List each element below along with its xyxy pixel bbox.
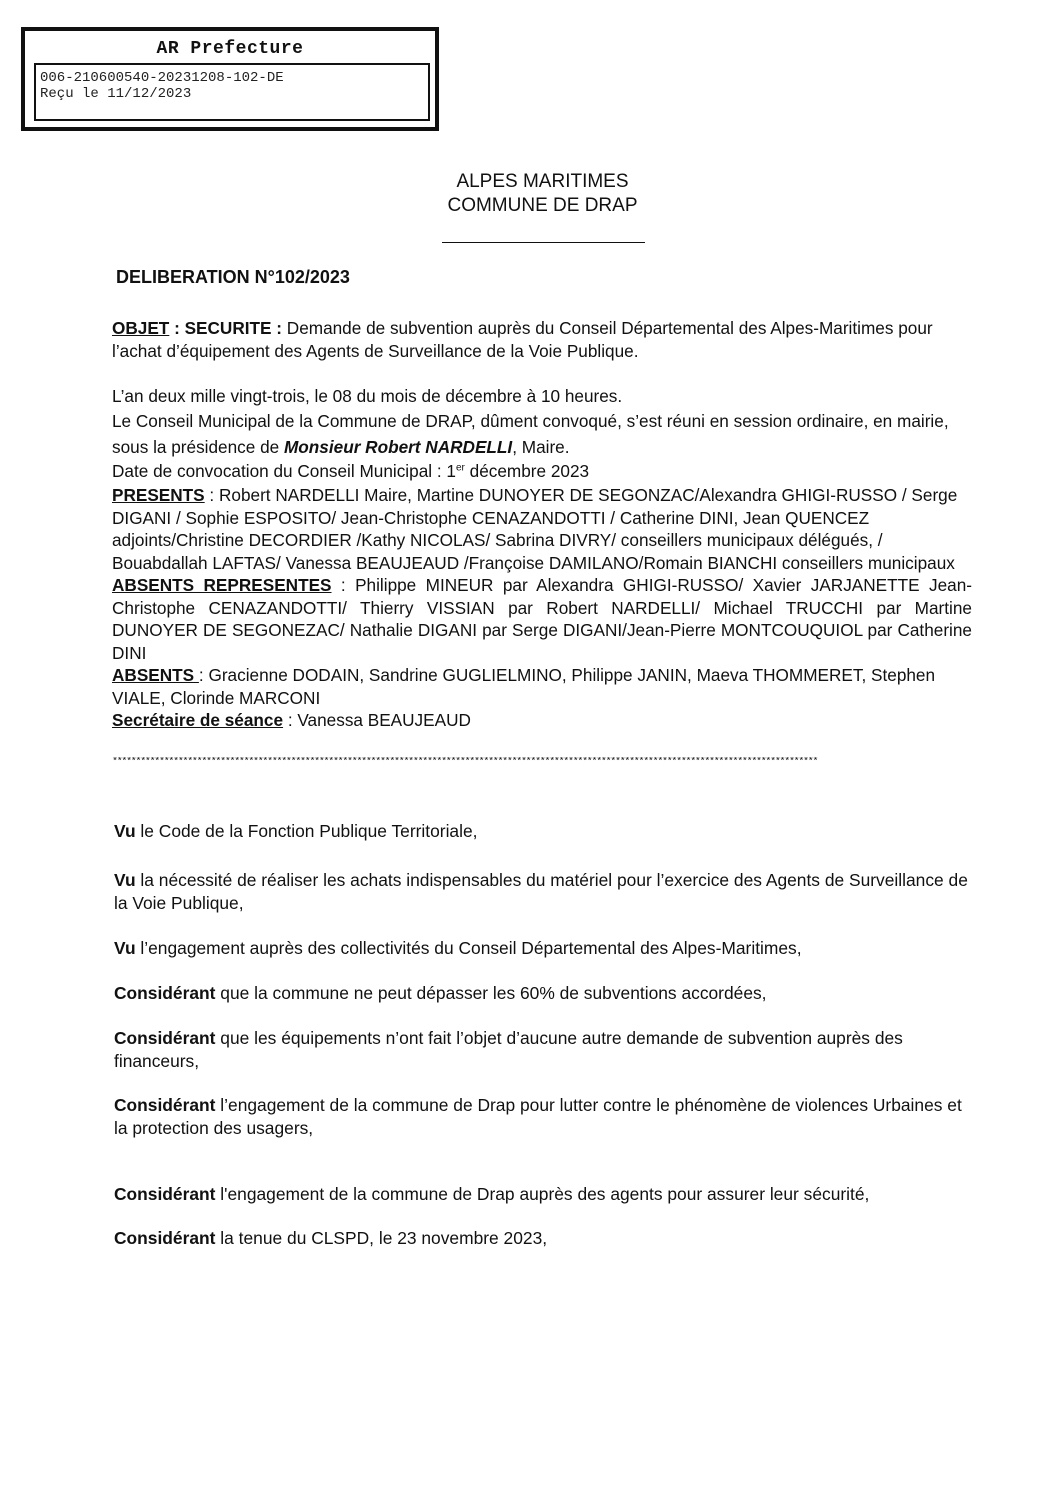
- clause-lead: Considérant: [114, 1095, 216, 1115]
- session-text-end: , Maire.: [512, 436, 570, 457]
- clause-paragraph: [114, 869, 974, 914]
- clause-lead: Vu: [114, 870, 136, 890]
- clause-paragraph: [114, 1027, 974, 1072]
- absents-represented-list: : Philippe MINEUR par Alexandra GHIGI-RUSSO/ Xavier JARJANETTE Jean-Christophe CENAZANDOTTI/ Thierry VISSIAN par Robert NARDELLI/ Michael TRUCCHI par Martine DUNOYER DE SEGONEZAC/ Nathalie DIGANI par Serge DIGANI/Jean-Pierre MONTCOUQUIOL par Catherine DINI: [112, 575, 972, 663]
- absents-paragraph: [112, 664, 972, 709]
- clause-paragraph: [114, 820, 974, 843]
- clause-text: l’engagement de la commune de Drap pour lutter contre le phénomène de violences Urbaines et la protection des usagers,: [114, 1095, 962, 1138]
- stamp-reference-box: [34, 63, 430, 121]
- objet-topic: SECURITE :: [184, 318, 282, 338]
- clause-paragraph: [114, 937, 974, 960]
- clause-text: la tenue du CLSPD, le 23 novembre 2023,: [215, 1228, 548, 1248]
- clause-text: le Code de la Fonction Publique Territoriale,: [135, 821, 478, 841]
- session-convocation-line: [112, 408, 972, 460]
- objet-separator: :: [169, 318, 185, 338]
- objet-label: OBJET: [112, 318, 170, 338]
- clause-lead: Considérant: [114, 983, 216, 1003]
- session-text: Le Conseil Municipal de la Commune de DRAP, dûment convoqué, s’est réuni en session ordinaire, en mairie, sous la présidence de: [112, 410, 949, 457]
- commune-name: COMMUNE DE DRAP: [447, 195, 638, 216]
- absents-label: ABSENTS: [112, 665, 199, 685]
- clause-paragraph: [114, 982, 974, 1005]
- stamp-reference: 006-210600540-20231208-102-DE: [40, 70, 284, 86]
- convocation-superscript: er: [455, 461, 465, 473]
- clause-lead: Considérant: [114, 1184, 216, 1204]
- presents-paragraph: [112, 484, 972, 574]
- presents-list: : Robert NARDELLI Maire, Martine DUNOYER DE SEGONZAC/Alexandra GHIGI-RUSSO / Serge DIGANI / Sophie ESPOSITO/ Jean-Christophe CENAZANDOTTI / Catherine DINI, Jean QUENCEZ adjoints/Christine DECORDIER /Kathy NICOLAS/ Sabrina DIVRY/ conseillers municipaux délégués, / Bouabdallah LAFTAS/ Vanessa BEAUJEAUD /Françoise DAMILANO/Romain BIANCHI conseillers municipaux: [112, 485, 958, 573]
- president-name: Monsieur Robert NARDELLI: [283, 436, 513, 457]
- clause-lead: Vu: [114, 821, 136, 841]
- deliberation-title: DELIBERATION N°102/2023: [116, 267, 350, 287]
- clause-text: la nécessité de réaliser les achats indispensables du matériel pour l’exercice des Agents de Surveillance de la Voie Publique,: [114, 870, 968, 913]
- clause-lead: Considérant: [114, 1028, 216, 1048]
- separator-line: ******************************************************************************************************************************************************: [112, 757, 818, 768]
- objet-text: Demande de subvention auprès du Conseil Départemental des Alpes-Maritimes pour l’achat d’équipement des Agents de Surveillance de la Voie Publique.: [112, 318, 933, 361]
- session-paragraph: [112, 385, 972, 482]
- clause-lead: Vu: [114, 938, 136, 958]
- secretary-name: : Vanessa BEAUJEAUD: [283, 710, 471, 730]
- clause-text: que les équipements n’ont fait l’objet d’aucune autre demande de subvention auprès des financeurs,: [114, 1028, 903, 1071]
- convocation-text: Date de convocation du Conseil Municipal : 1: [112, 460, 456, 481]
- stamp-received-date: Reçu le 11/12/2023: [40, 86, 192, 102]
- absents-represented-paragraph: [112, 574, 972, 664]
- absents-represented-label: ABSENTS REPRESENTES: [112, 575, 332, 595]
- convocation-date: décembre 2023: [464, 460, 590, 481]
- prefecture-stamp: [21, 27, 439, 131]
- document-header: [400, 170, 685, 218]
- absents-list: : Gracienne DODAIN, Sandrine GUGLIELMINO, Philippe JANIN, Maeva THOMMERET, Stephen VIALE, Clorinde MARCONI: [112, 665, 936, 708]
- clause-lead: Considérant: [114, 1228, 216, 1248]
- presents-label: PRESENTS: [112, 485, 205, 505]
- attendance-block: [112, 484, 972, 732]
- clause-text: que la commune ne peut dépasser les 60% de subventions accordées,: [215, 983, 767, 1003]
- clause-paragraph: [114, 1183, 974, 1206]
- secretary-paragraph: [112, 709, 972, 732]
- clause-text: l'engagement de la commune de Drap auprès des agents pour assurer leur sécurité,: [215, 1184, 870, 1204]
- session-date-line: L’an deux mille vingt-trois, le 08 du mois de décembre à 10 heures.: [112, 386, 623, 406]
- header-divider: [442, 242, 645, 243]
- department-name: ALPES MARITIMES: [456, 171, 629, 192]
- clause-text: l’engagement auprès des collectivités du Conseil Départemental des Alpes-Maritimes,: [135, 938, 802, 958]
- secretary-label: Secrétaire de séance: [112, 710, 284, 730]
- clause-paragraph: [114, 1227, 974, 1250]
- objet-paragraph: [112, 317, 972, 362]
- convocation-date-line: [112, 460, 972, 483]
- clause-paragraph: [114, 1094, 974, 1139]
- stamp-title: AR Prefecture: [156, 39, 304, 59]
